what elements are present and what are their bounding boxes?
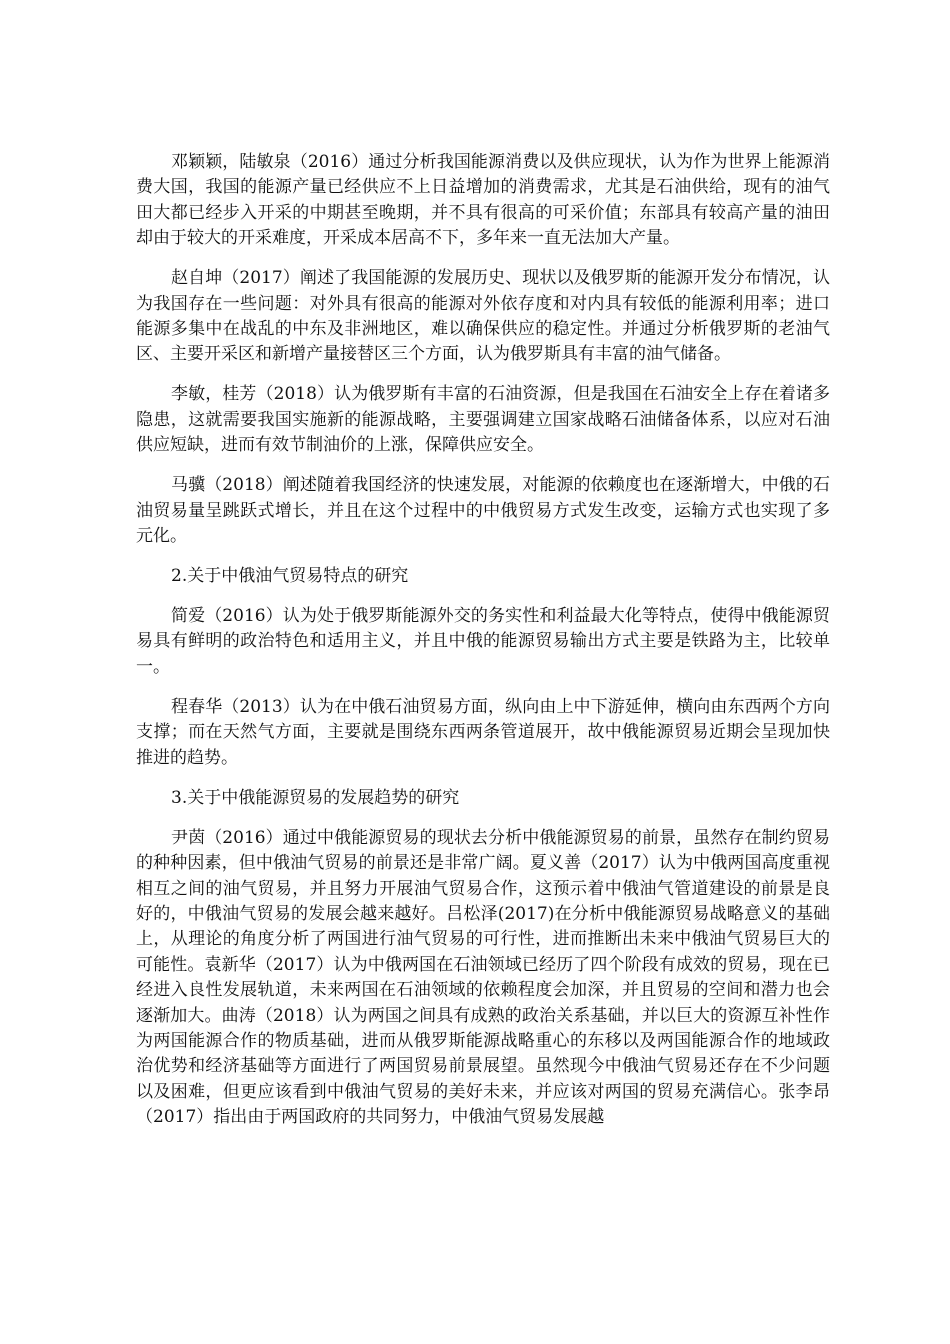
paragraph-li-min-gui-fang: 李敏，桂芳（2018）认为俄罗斯有丰富的石油资源，但是我国在石油安全上存在着诸多隐患，这就需要我国实施新的能源战略，主要强调建立国家战略石油储备体系，以应对石油供应短缺，进而有效节制油价的上涨，保障供应安全。	[136, 384, 830, 456]
document-body	[136, 150, 830, 1145]
paragraph-cheng-chunhua: 程春华（2013）认为在中俄石油贸易方面，纵向由上中下游延伸，横向由东西两个方向支撑；而在天然气方面，主要就是围绕东西两条管道展开，故中俄能源贸易近期会呈现加快推进的趋势。	[136, 696, 830, 768]
paragraph-ma-ji: 马骥（2018）阐述随着我国经济的快速发展，对能源的依赖度也在逐渐增大，中俄的石油贸易量呈跳跃式增长，并且在这个过程中的中俄贸易方式发生改变，运输方式也实现了多元化。	[136, 475, 830, 547]
paragraph-yin-yin: 尹茵（2016）通过中俄能源贸易的现状去分析中俄能源贸易的前景，虽然存在制约贸易的种种因素，但中俄油气贸易的前景还是非常广阔。夏义善（2017）认为中俄两国高度重视相互之间的油气贸易，并且努力开展油气贸易合作，这预示着中俄油气管道建设的前景是良好的，中俄油气贸易的发展会越来越好。吕松泽(2017)在分析中俄能源贸易战略意义的基础上，从理论的角度分析了两国进行油气贸易的可行性，进而推断出未来中俄油气贸易巨大的可能性。袁新华（2017）认为中俄两国在石油领域已经历了四个阶段有成效的贸易，现在已经进入良性发展轨道，未来两国在石油领域的依赖程度会加深，并且贸易的空间和潜力也会逐渐加大。曲涛（2018）认为两国之间具有成熟的政治关系基础，并以巨大的资源互补性作为两国能源合作的物质基础，进而从俄罗斯能源战略重心的东移以及两国能源合作的地域政治优势和经济基础等方面进行了两国贸易前景展望。虽然现今中俄油气贸易还存在不少问题以及困难，但更应该看到中俄油气贸易的美好未来，并应该对两国的贸易充满信心。张李昂（2017）指出由于两国政府的共同努力，中俄油气贸易发展越	[136, 827, 830, 1128]
paragraph-jian-ai: 简爱（2016）认为处于俄罗斯能源外交的务实性和利益最大化等特点，使得中俄能源贸易具有鲜明的政治特色和适用主义，并且中俄的能源贸易输出方式主要是铁路为主，比较单一。	[136, 606, 830, 677]
paragraph-zhao-zikun: 赵自坤（2017）阐述了我国能源的发展历史、现状以及俄罗斯的能源开发分布情况，认为我国存在一些问题：对外具有很高的能源对外依存度和对内具有较低的能源利用率；进口能源多集中在战乱的中东及非洲地区，难以确保供应的稳定性。并通过分析俄罗斯的老油气区、主要开采区和新增产量接替区三个方面，认为俄罗斯具有丰富的油气储备。	[136, 268, 830, 365]
section-heading-trade-features: 2.关于中俄油气贸易特点的研究	[171, 566, 409, 587]
paragraph-deng-yingying: 邓颖颖，陆敏泉（2016）通过分析我国能源消费以及供应现状，认为作为世界上能源消费大国，我国的能源产量已经供应不上日益增加的消费需求，尤其是石油供给，现有的油气田大都已经步入开采的中期甚至晚期，并不具有很高的可采价值；东部具有较高产量的油田却由于较大的开采难度，开采成本居高不下，多年来一直无法加大产量。	[136, 152, 830, 249]
section-heading-development-trend: 3.关于中俄能源贸易的发展趋势的研究	[171, 787, 460, 808]
